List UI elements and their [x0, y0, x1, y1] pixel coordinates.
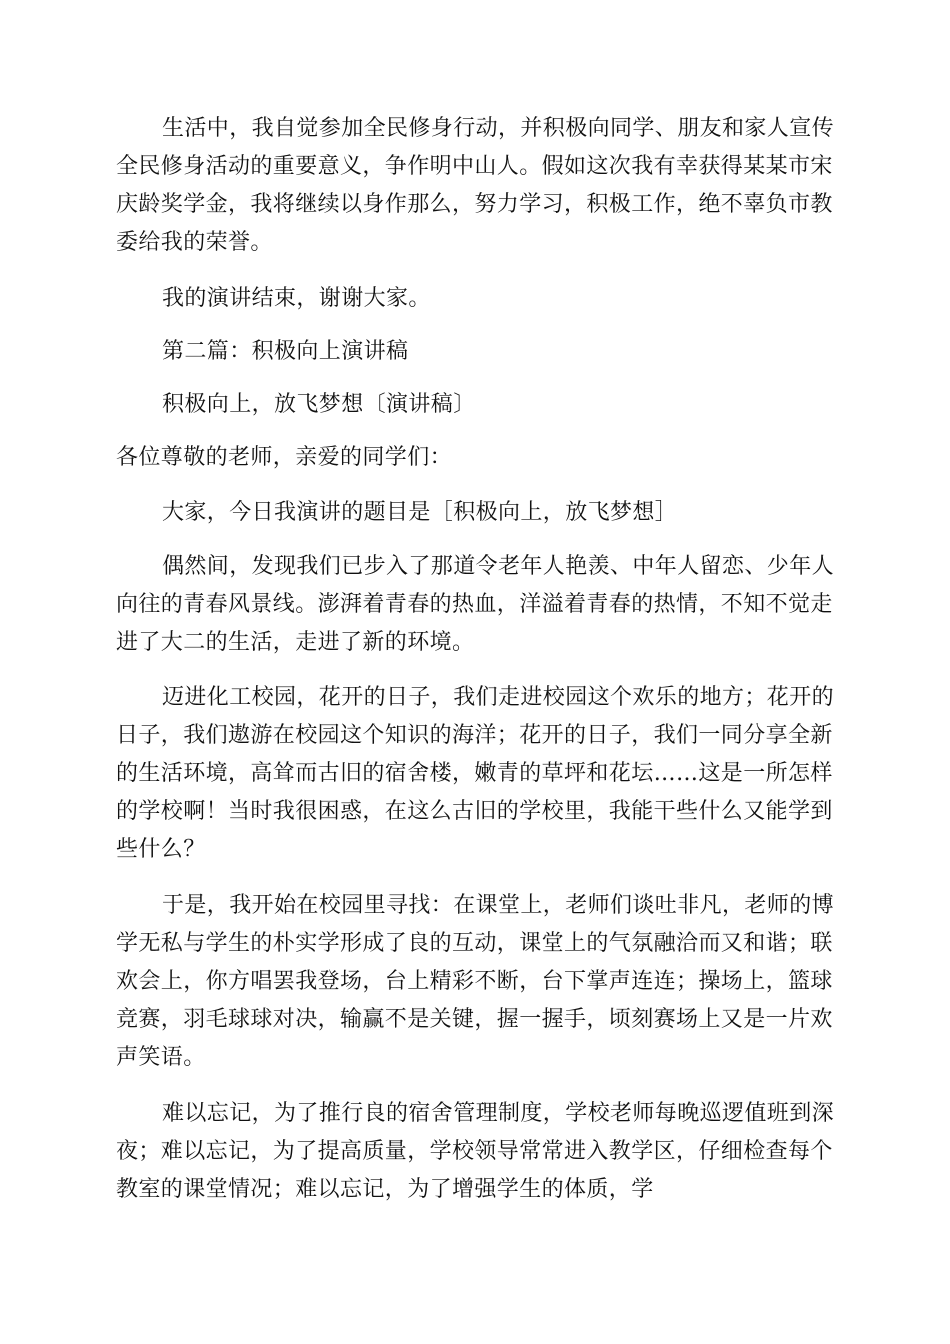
text-line: 进了大二的生活，走进了新的环境。 [116, 630, 475, 655]
paragraph-campus [116, 679, 836, 869]
paragraph-search [116, 887, 836, 1077]
text-line: 第二篇：积极向上演讲稿 [162, 339, 409, 364]
text-line: 各位尊敬的老师，亲爱的同学们： [116, 445, 453, 470]
text-line: 日子，我们遨游在校园这个知识的海洋；花开的日子，我们一同分享全新 [116, 723, 833, 748]
text-line: 的生活环境，高耸而古旧的宿舍楼，嫩青的草坪和花坛……这是一所怎样 [116, 761, 833, 786]
text-line: 全民修身活动的重要意义，争作明中山人。假如这次我有幸获得某某市宋 [116, 154, 833, 179]
text-line: 声笑语。 [116, 1045, 206, 1070]
paragraph-scholarship [116, 110, 836, 262]
text-line: 委给我的荣誉。 [116, 230, 273, 255]
text-line: 欢会上，你方唱罢我登场，台上精彩不断，台下掌声连连；操场上，篮球 [116, 969, 833, 994]
text-line: 的学校啊！当时我很困惑，在这么古旧的学校里，我能干些什么又能学到 [116, 799, 833, 824]
text-line: 教室的课堂情况；难以忘记，为了增强学生的体质，学 [116, 1177, 654, 1202]
paragraph-closing [116, 280, 836, 318]
text-line: 竞赛，羽毛球球对决，输赢不是关键，握一握手，顷刻赛场上又是一片欢 [116, 1007, 833, 1032]
text-line: 夜；难以忘记，为了提高质量，学校领导常常进入教学区，仔细检查每个 [116, 1139, 833, 1164]
speech-title [116, 386, 836, 424]
text-line: 偶然间，发现我们已步入了那道令老年人艳羡、中年人留恋、少年人 [162, 554, 835, 579]
text-line: 于是，我开始在校园里寻找：在课堂上，老师们谈吐非凡，老师的博 [162, 893, 835, 918]
paragraph-youth [116, 548, 836, 662]
text-line: 学无私与学生的朴实学形成了良的互动，课堂上的气氛融洽而又和谐；联 [116, 931, 833, 956]
text-line: 大家，今日我演讲的题目是［积极向上，放飞梦想］ [162, 500, 678, 525]
paragraph-topic [116, 494, 836, 532]
text-line: 庆龄奖学金，我将继续以身作那么，努力学习，积极工作，绝不辜负市教 [116, 192, 833, 217]
text-line: 迈进化工校园，花开的日子，我们走进校园这个欢乐的地方；花开的 [162, 685, 835, 710]
text-line: 生活中，我自觉参加全民修身行动，并积极向同学、朋友和家人宣传 [162, 116, 835, 141]
paragraph-unforgettable [116, 1095, 836, 1209]
salutation [116, 439, 836, 477]
text-line: 难以忘记，为了推行良的宿舍管理制度，学校老师每晚巡逻值班到深 [162, 1101, 835, 1126]
text-line: 我的演讲结束，谢谢大家。 [162, 286, 431, 311]
text-line: 积极向上，放飞梦想〔演讲稿〕 [162, 392, 476, 417]
section-heading [116, 333, 836, 371]
text-line: 向往的青春风景线。澎湃着青春的热血，洋溢着青春的热情，不知不觉走 [116, 592, 833, 617]
text-line: 些什么？ [116, 837, 206, 862]
